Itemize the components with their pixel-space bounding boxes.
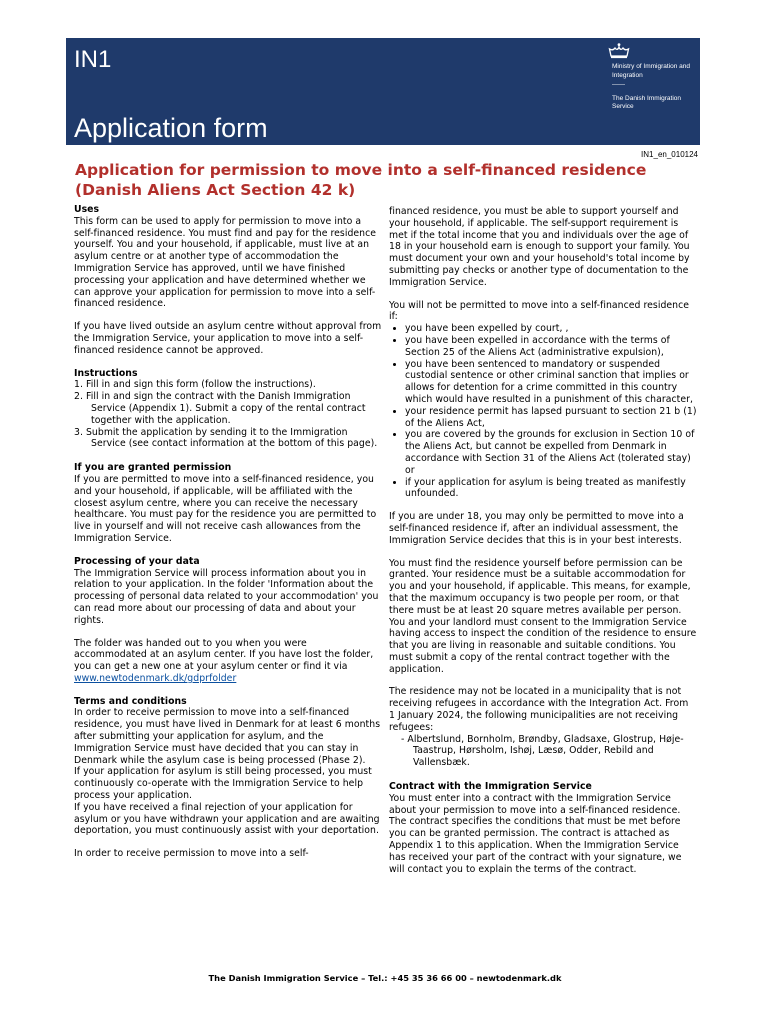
gdpr-folder-link[interactable]: www.newtodenmark.dk/gdprfolder [74, 672, 237, 684]
header-banner [66, 38, 700, 145]
municipality-item: - Albertslund, Bornholm, Brøndby, Gladsaxe, Glostrup, Høje-Taastrup, Hørsholm, Ishøj, Læsø, Odder, Rebild and Vallensbæk. [401, 733, 684, 769]
terms-heading: Terms and conditions [74, 695, 187, 707]
ministry-logo-text [612, 63, 700, 112]
contract-heading: Contract with the Immigration Service [389, 781, 592, 793]
municipality-list [389, 734, 697, 769]
agency-name: The Danish Immigration Service [612, 94, 681, 111]
under-18-paragraph: If you are under 18, you may only be permitted to move into a self-financed residence if, after an individual assessment, the Immigration Service decides that this is in your best interests. [389, 511, 684, 546]
exclusion-item: • you have been sentenced to mandatory or suspended custodial sentence or other criminal sanction that implies or allows for detention for a crime committed in this country which would have resulted in a punishment of this character, [405, 359, 697, 406]
data-processing-text: The folder was handed out to you when you were accommodated at an asylum center. If you have lost the folder, you can get a new one at your asylum center or find it via [74, 637, 374, 673]
terms-paragraph-3: If you have received a final rejection of your application for asylum or you have withdrawn your application and are awaiting deportation, you must continuously assist with your deportation. [74, 801, 380, 837]
granted-heading: If you are granted permission [74, 462, 232, 474]
exclusion-list [389, 323, 697, 500]
municipality-paragraph: The residence may not be located in a municipality that is not receiving refugees in accordance with the Integration Act. From 1 January 2024, the following municipalities are not receiving refugees: [389, 686, 689, 733]
page-footer: The Danish Immigration Service – Tel.: +45 35 36 66 00 – newtodenmark.dk [208, 973, 562, 983]
form-code: IN1_en_010124 [641, 150, 698, 159]
terms-paragraph-2: If your application for asylum is still being processed, you must continuously co-operate with the Immigration Service to help process your application. [74, 766, 372, 802]
terms-paragraph-1: In order to receive permission to move into a self-financed residence, you must have lived in Denmark for at least 6 months after submitting your application for asylum, and the Immigration Service must have decided that you can stay in Denmark while the asylum case is being processed (Phase 2). [74, 707, 381, 766]
ministry-name: Ministry of Immigration and Integration [612, 63, 691, 79]
exclusion-item: • you have been expelled by court, , [405, 323, 697, 335]
instruction-item: 2. Fill in and sign the contract with the Danish Immigration Service (Appendix 1). Submit a copy of the rental contract together with the application. [74, 391, 366, 426]
instruction-item: 3. Submit the application by sending it to the Immigration Service (see contact information at the bottom of this page). [74, 426, 378, 450]
contract-paragraph: You must enter into a contract with the Immigration Service about your permission to move into a self-financed residence. The contract specifies the conditions that must be met before you can be granted permission. The contract is attached as Appendix 1 to this application. When the Immigration Service has received your part of the contract with your signature, we will contact you to explain the terms of the contract. [389, 792, 682, 875]
not-permitted-intro: You will not be permitted to move into a self-financed residence if: [389, 299, 690, 323]
exclusion-item: • you are covered by the grounds for exclusion in Section 10 of the Aliens Act, but cannot be expelled from Denmark in accordance with Section 31 of the Aliens Act (tolerated stay) or [405, 429, 697, 476]
terms-paragraph-4: In order to receive permission to move into a self- [74, 848, 309, 860]
granted-paragraph: If you are permitted to move into a self-financed residence, you and your household, if applicable, will be affiliated with the closest asylum centre, where you can receive the necessary healthcare. You must pay for the residence you are permitted to live in yourself and will not receive cash allowances from the Immigration Service. [74, 473, 377, 544]
left-column [74, 204, 382, 871]
uses-paragraph-2: If you have lived outside an asylum centre without approval from the Immigration Service, your application to move into a self-financed residence cannot be approved. [74, 321, 382, 356]
exclusion-item: • you have been expelled in accordance with the terms of Section 25 of the Aliens Act (administrative expulsion), [405, 335, 697, 359]
data-processing-heading: Processing of your data [74, 555, 200, 567]
residence-paragraph: You must find the residence yourself before permission can be granted. Your residence must be a suitable accommodation for you and your household, if applicable. This means, for example, that the maximum occupancy is two people per room, or that there must be at least 20 square metres available per person. You and your landlord must consent to the Immigration Service having access to inspect the condition of the residence to ensure that you are living in reasonable and suitable conditions. You must submit a copy of the rental contract together with the application. [389, 557, 697, 675]
instructions-heading: Instructions [74, 367, 138, 379]
instructions-list [74, 379, 382, 450]
instruction-item: 1. Fill in and sign this form (follow the instructions). [74, 379, 316, 391]
uses-paragraph-1: This form can be used to apply for permission to move into a self-financed residence. You must find and pay for the residence yourself. You and your household, if applicable, must live at an asylum centre or at another type of accommodation the Immigration Service has approved, until we have finished processing your application and have determined whether we can approve your application for permission to move into a self-financed residence. [74, 215, 377, 310]
page-title: Application for permission to move into a self-financed residence (Danish Aliens Act Section 42 k) [75, 161, 647, 199]
self-support-paragraph: financed residence, you must be able to support yourself and your household, if applicable. The self-support requirement is met if the total income that you and individuals over the age of 18 in your household earn is enough to support your family. You must document your own and your household's total income by submitting pay checks or another type of documentation to the Immigration Service. [389, 206, 690, 288]
ministry-divider: —— [612, 81, 625, 89]
exclusion-item: • if your application for asylum is being treated as manifestly unfounded. [405, 477, 697, 501]
data-processing-paragraph-1: The Immigration Service will process information about you in relation to your application. In the folder 'Information about the processing of personal data related to your accommodation' you can read more about our processing of data and about your rights. [74, 567, 379, 626]
data-processing-paragraph-2 [74, 638, 382, 685]
right-column [389, 206, 697, 886]
crown-icon [608, 43, 630, 59]
exclusion-item: • your residence permit has lapsed pursuant to section 21 b (1) of the Aliens Act, [405, 406, 697, 430]
form-title: Application form [74, 113, 268, 143]
uses-heading: Uses [74, 204, 100, 215]
form-id: IN1 [74, 46, 112, 73]
